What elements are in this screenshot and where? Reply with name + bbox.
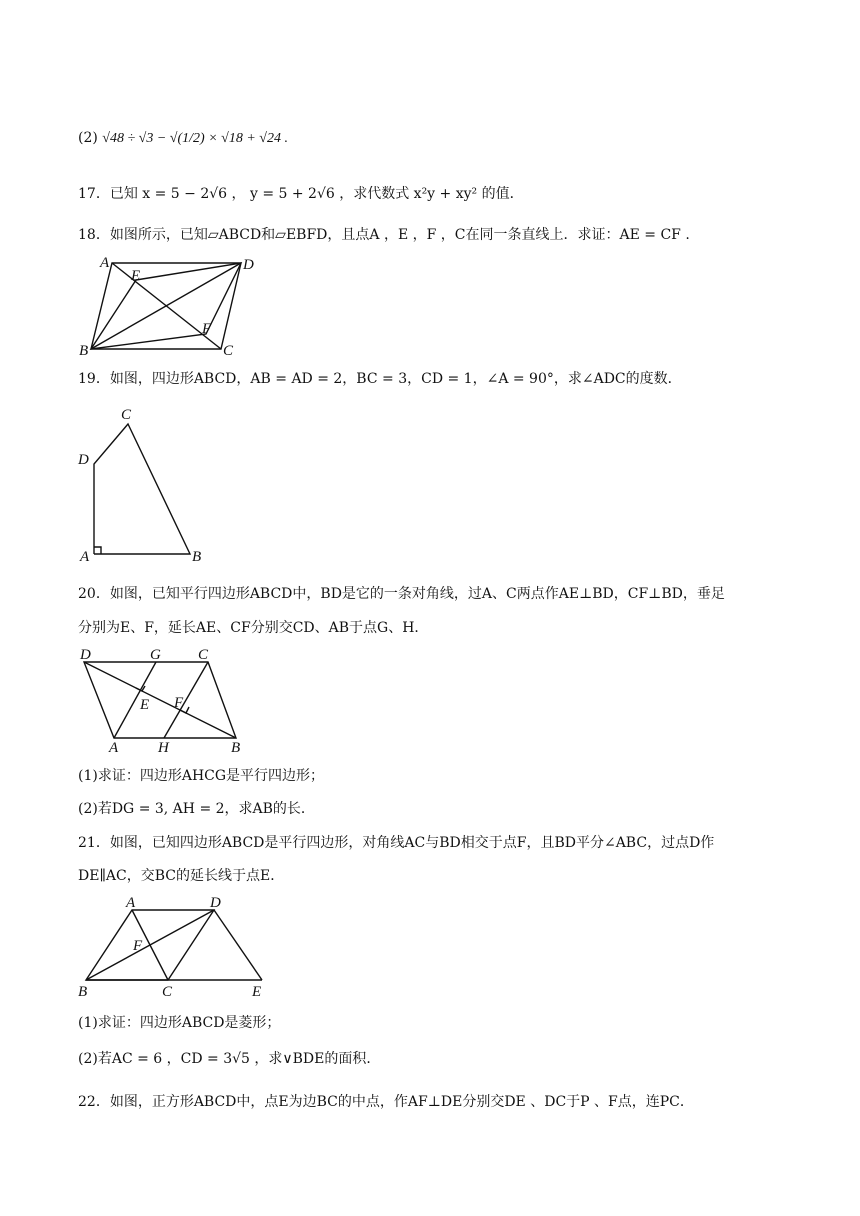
question-17: 17．已知 x = 5 − 2√6 ， y = 5 + 2√6 ，求代数式 x²y + xy² 的值． [78,186,524,202]
label-D: D [80,647,91,663]
label-A: A [80,549,90,564]
label-A: A [109,740,119,756]
label-E: E [131,268,141,284]
label-C: C [121,407,132,423]
label-B: B [78,984,88,1000]
figure-q18-parallelograms [76,254,266,358]
label-B: B [79,343,89,358]
label-F: F [202,321,212,337]
label-A: A [126,895,136,911]
question-22: 22．如图，正方形ABCD中，点E为边BC的中点，作AF⊥DE分别交DE 、DC于P 、F点，连PC． [78,1094,694,1110]
label-G: G [150,647,161,663]
label-D: D [210,895,221,911]
question-19: 19．如图，四边形ABCD，AB = AD = 2，BC = 3，CD = 1，∠A = 90°，求∠ADC的度数． [78,371,682,387]
label-F: F [174,695,184,711]
part-label: (2) [78,130,98,146]
math-expression: √48 ÷ √3 − √(1/2) × √18 + √24 . [102,131,288,146]
question-20-part-1: (1)求证：四边形AHCG是平行四边形； [78,768,325,784]
question-16-part-2 [78,128,288,149]
label-E: E [140,697,150,713]
label-F: F [133,938,143,954]
question-21-part-1: (1)求证：四边形ABCD是菱形； [78,1015,281,1031]
question-20-line-1: 20．如图，已知平行四边形ABCD中，BD是它的一条对角线，过A、C两点作AE⊥BD，CF⊥BD，垂足 [78,586,725,602]
figure-q20-parallelogram [76,646,248,756]
label-D: D [243,257,254,273]
question-21-line-1: 21．如图，已知四边形ABCD是平行四边形，对角线AC与BD相交于点F，且BD平分∠ABC，过点D作 [78,835,715,851]
question-20-line-2: 分别为E、F，延长AE、CF分别交CD、AB于点G、H． [78,620,429,636]
label-E: E [252,984,262,1000]
question-18: 18．如图所示，已知▱ABCD和▱EBFD，且点A ，E ，F ，C在同一条直线上．求证：AE = CF . [78,227,690,243]
label-D: D [78,452,89,468]
label-C: C [198,647,209,663]
question-21-line-2: DE∥AC，交BC的延长线于点E． [78,868,285,884]
figure-q19-quadrilateral [76,402,216,564]
label-B: B [231,740,241,756]
question-20-part-2: (2)若DG = 3, AH = 2，求AB的长． [78,801,315,817]
label-C: C [223,343,234,358]
label-A: A [100,255,110,271]
figure-q21-rhombus [76,894,270,1000]
question-21-part-2: (2)若AC = 6 ，CD = 3√5 ，求∨BDE的面积． [78,1051,381,1067]
label-B: B [192,549,202,564]
label-H: H [158,740,169,756]
label-C: C [162,984,173,1000]
